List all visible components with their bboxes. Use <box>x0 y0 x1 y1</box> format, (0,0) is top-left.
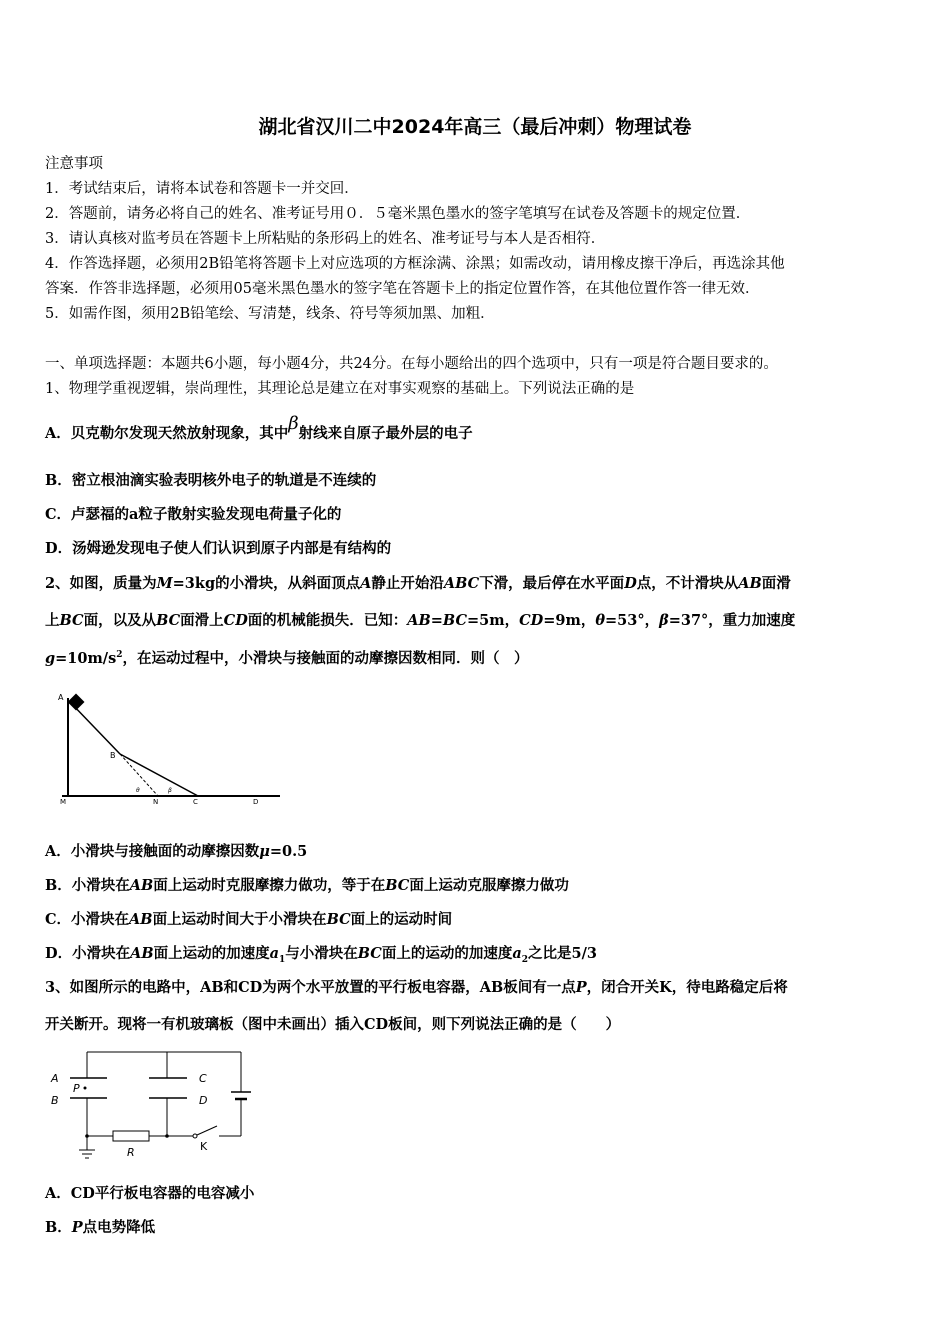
notice-item-5: 5．如需作图，须用2B铅笔绘、写清楚，线条、符号等须加黑、加粗． <box>45 306 495 322</box>
var-bc: BC <box>357 945 382 962</box>
t: 下滑，最后停在水平面 <box>479 575 625 592</box>
t: 面滑上 <box>180 612 224 629</box>
label-a: A <box>51 1072 59 1085</box>
slope-bc <box>120 754 198 796</box>
var-m: M <box>156 575 173 592</box>
q3-option-b <box>45 1216 155 1237</box>
q1-a-text: A．贝克勒尔发现天然放射现象，其中 <box>45 425 289 442</box>
q1-option-b: B．密立根油滴实验表明核外电子的轨道是不连续的 <box>45 472 377 489</box>
t: 3、如图所示的电路中，AB和CD为两个水平放置的平行板电容器，AB板间有一点 <box>45 979 576 996</box>
label-k: K <box>200 1140 208 1153</box>
t: C．小滑块在 <box>45 911 130 928</box>
var-bc: BC <box>385 877 410 894</box>
var-ab: AB <box>738 575 762 592</box>
q2-option-a <box>45 840 307 861</box>
var-a1: a <box>269 945 279 962</box>
q2-stem-line-1 <box>45 572 791 593</box>
q3-stem-line-2: 开关断开。现将一有机玻璃板（图中未画出）插入CD板间，则下列说法正确的是（ ） <box>45 1016 621 1033</box>
t: 上 <box>45 612 60 629</box>
label-d: D <box>199 1094 208 1107</box>
var-ab: AB <box>129 911 153 928</box>
t: ，闭合开关K，待电路稳定后将 <box>586 979 788 996</box>
q3-option-a: A．CD平行板电容器的电容减小 <box>45 1185 255 1202</box>
label-b: B <box>110 751 116 760</box>
label-c: C <box>199 1072 207 1085</box>
var-a: A <box>360 575 372 592</box>
notice-item-1: 1．考试结束后，请将本试卷和答题卡一并交回． <box>45 181 359 197</box>
var-mu: μ <box>259 843 270 860</box>
t: 点电势降低 <box>82 1219 156 1236</box>
notice-item-3: 3．请认真核对监考员在答题卡上所粘贴的条形码上的姓名、准考证号与本人是否相符． <box>45 231 606 247</box>
notice-heading: 注意事项 <box>45 156 103 172</box>
t: 面上运动克服摩擦力做功 <box>409 877 569 894</box>
circuit-diagram <box>45 1042 265 1164</box>
t: 面上的运动时间 <box>350 911 453 928</box>
label-m: M <box>60 798 67 806</box>
t: A．小滑块与接触面的动摩擦因数 <box>45 843 260 860</box>
label-d: D <box>253 798 259 806</box>
junction <box>165 1134 169 1138</box>
var-ab-bc: AB=BC <box>407 612 468 629</box>
t: 面上运动时间大于小滑块在 <box>152 911 327 928</box>
t: 面，以及从 <box>83 612 157 629</box>
q1-stem: 1、物理学重视逻辑，崇尚理性，其理论总是建立在对事实观察的基础上。下列说法正确的是 <box>45 381 635 397</box>
t: =0.5 <box>269 843 308 860</box>
t: 面上运动时克服摩擦力做功，等于在 <box>153 877 386 894</box>
t: B． <box>45 1219 72 1236</box>
q1-option-c: C．卢瑟福的a粒子散射实验发现电荷量子化的 <box>45 506 342 523</box>
t: =3kg的小滑块，从斜面顶点 <box>172 575 361 592</box>
label-b: B <box>51 1094 59 1107</box>
t: =10m/s <box>55 650 117 667</box>
subscript: 1 <box>279 954 286 965</box>
t: 面的机械能损失．已知： <box>247 612 408 629</box>
label-theta: θ <box>136 787 140 794</box>
var-g: g <box>45 650 56 667</box>
t: 与小滑块在 <box>285 945 358 962</box>
resistor-r <box>113 1131 149 1141</box>
t: D．小滑块在 <box>45 945 131 962</box>
incline-diagram <box>50 688 290 810</box>
q2-stem-line-2 <box>45 609 795 630</box>
t: 面滑 <box>761 575 791 592</box>
notice-item-2: 2．答题前，请务必将自己的姓名、准考证号用０．５毫米黑色墨水的签字笔填写在试卷及答题卡的规定位置． <box>45 206 751 222</box>
subscript: 2 <box>521 954 529 965</box>
var-a2: a <box>512 945 522 962</box>
label-p: P <box>73 1082 80 1095</box>
var-ab: AB <box>129 877 154 894</box>
t: 点，不计滑块从 <box>636 575 739 592</box>
q2-option-c <box>45 908 452 929</box>
label-r: R <box>127 1146 135 1159</box>
switch-pivot <box>193 1134 197 1138</box>
t: 面上运动的加速度 <box>153 945 270 962</box>
q2-stem-line-3 <box>45 647 529 668</box>
t: B．小滑块在 <box>45 877 130 894</box>
slope-ab <box>70 702 120 754</box>
q2-option-d <box>45 942 597 965</box>
t: 之比是5/3 <box>528 945 597 962</box>
notice-item-4-cont: 答案．作答非选择题，必须用05毫米黑色墨水的签字笔在答题卡上的指定位置作答，在其他位置作答一律无效． <box>45 281 760 297</box>
label-a: A <box>58 693 64 702</box>
var-p: P <box>71 1219 83 1236</box>
t: 2、如图，质量为 <box>45 575 157 592</box>
q1-option-a <box>45 413 473 443</box>
var-theta: θ <box>595 612 605 629</box>
var-p: P <box>575 979 587 996</box>
var-cd: CD <box>223 612 248 629</box>
var-bc: BC <box>59 612 84 629</box>
var-d: D <box>624 575 637 592</box>
superscript: 2 <box>116 650 123 661</box>
t: ，在运动过程中，小滑块与接触面的动摩擦因数相同．则（ ） <box>122 650 529 667</box>
label-c: C <box>193 798 198 806</box>
var-beta: β <box>659 612 669 629</box>
switch-k <box>197 1126 217 1135</box>
t: 静止开始沿 <box>371 575 444 592</box>
t: =9m， <box>543 612 596 629</box>
q2-option-b <box>45 874 569 895</box>
block-shape <box>68 694 85 711</box>
var-abc: ABC <box>443 575 480 592</box>
notice-item-4: 4．作答选择题，必须用2B铅笔将答题卡上对应选项的方框涂满、涂黑；如需改动，请用橡皮擦干净后，再选涂其他 <box>45 256 785 272</box>
t: =53°， <box>605 612 660 629</box>
var-ab: AB <box>130 945 154 962</box>
q1-option-d: D．汤姆逊发现电子使人们认识到原子内部是有结构的 <box>45 540 392 557</box>
beta-symbol: β <box>288 413 299 434</box>
q3-stem-line-1 <box>45 976 788 997</box>
point-p <box>84 1087 87 1090</box>
q1-a-text-end: 射线来自原子最外层的电子 <box>298 425 473 442</box>
t: =5m， <box>467 612 520 629</box>
label-n: N <box>153 798 159 806</box>
var-bc: BC <box>156 612 181 629</box>
t: =37°，重力加速度 <box>668 612 796 629</box>
t: 面上的运动的加速度 <box>381 945 513 962</box>
label-beta: β <box>168 787 172 794</box>
section-heading: 一、单项选择题：本题共6小题，每小题4分，共24分。在每小题给出的四个选项中，只有一项是符合题目要求的。 <box>45 356 778 372</box>
page-title: 湖北省汉川二中2024年高三（最后冲刺）物理试卷 <box>258 116 692 138</box>
var-bc: BC <box>326 911 351 928</box>
var-cd: CD <box>519 612 544 629</box>
